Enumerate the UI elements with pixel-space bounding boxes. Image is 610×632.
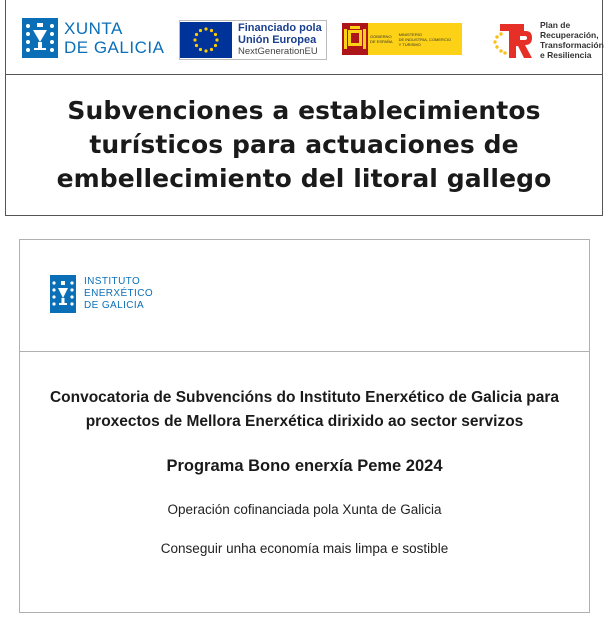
convocatoria-text [20, 386, 589, 434]
inega-panel [19, 239, 590, 613]
conseguir-text: Conseguir unha economía mais limpa e sostible [160, 541, 449, 556]
page-title [57, 94, 552, 196]
title-line3: embellecimiento del litoral gallego [56, 163, 552, 193]
plan-line2: Recuperación, [540, 30, 599, 40]
xunta-line2: DE GALICIA [64, 38, 165, 57]
inega-line1: INSTITUTO [84, 276, 141, 287]
ministry-line3: Y TURISMO [398, 41, 421, 47]
galicia-coat-of-arms-icon [50, 275, 76, 313]
gobierno-line1: GOBIERNO [370, 34, 392, 39]
eu-line3: NextGenerationEU [238, 46, 318, 57]
ministry-line1: MINISTERIO [398, 31, 422, 37]
plan-line1: Plan de [540, 20, 571, 30]
inega-header [20, 240, 589, 352]
plan-line3: Transformación [540, 40, 604, 50]
xunta-logo[interactable] [22, 18, 164, 58]
title-line1: Subvenciones a establecimientos [67, 95, 541, 125]
title-section [6, 74, 602, 215]
recovery-plan-logo[interactable] [492, 20, 604, 60]
gobierno-line2: DE ESPAÑA [370, 39, 393, 44]
inega-line2: ENERXÉTICO [84, 288, 154, 299]
operacion-text: Operación cofinanciada pola Xunta de Galicia [167, 502, 442, 517]
convocatoria-line2: proxectos de Mellora Enerxética dirixido ao sector servizos [85, 413, 524, 430]
logo-bar [6, 0, 602, 75]
eu-funding-logo[interactable] [179, 20, 327, 60]
plan-line4: e Resiliencia [540, 50, 592, 60]
xunta-line1: XUNTA [64, 19, 123, 38]
ministry-line2: DE INDUSTRIA, COMERCIO [398, 36, 452, 42]
galicia-coat-of-arms-icon [22, 18, 58, 58]
inega-logo[interactable] [50, 275, 153, 313]
header-panel [5, 0, 603, 216]
spain-coat-of-arms-icon [342, 23, 368, 55]
convocatoria-line1: Convocatoria de Subvencións do Instituto Enerxético de Galicia para [49, 389, 560, 406]
title-line2: turísticos para actuaciones de [89, 129, 519, 159]
eu-flag-icon [180, 22, 232, 58]
recovery-plan-icon [492, 20, 534, 60]
eu-line1: Financiado pola [238, 22, 322, 34]
eu-line2: Unión Europea [238, 34, 317, 46]
gobierno-logo[interactable] [342, 23, 462, 55]
inega-line3: DE GALICIA [84, 300, 145, 311]
programa-title: Programa Bono enerxía Peme 2024 [166, 457, 443, 475]
